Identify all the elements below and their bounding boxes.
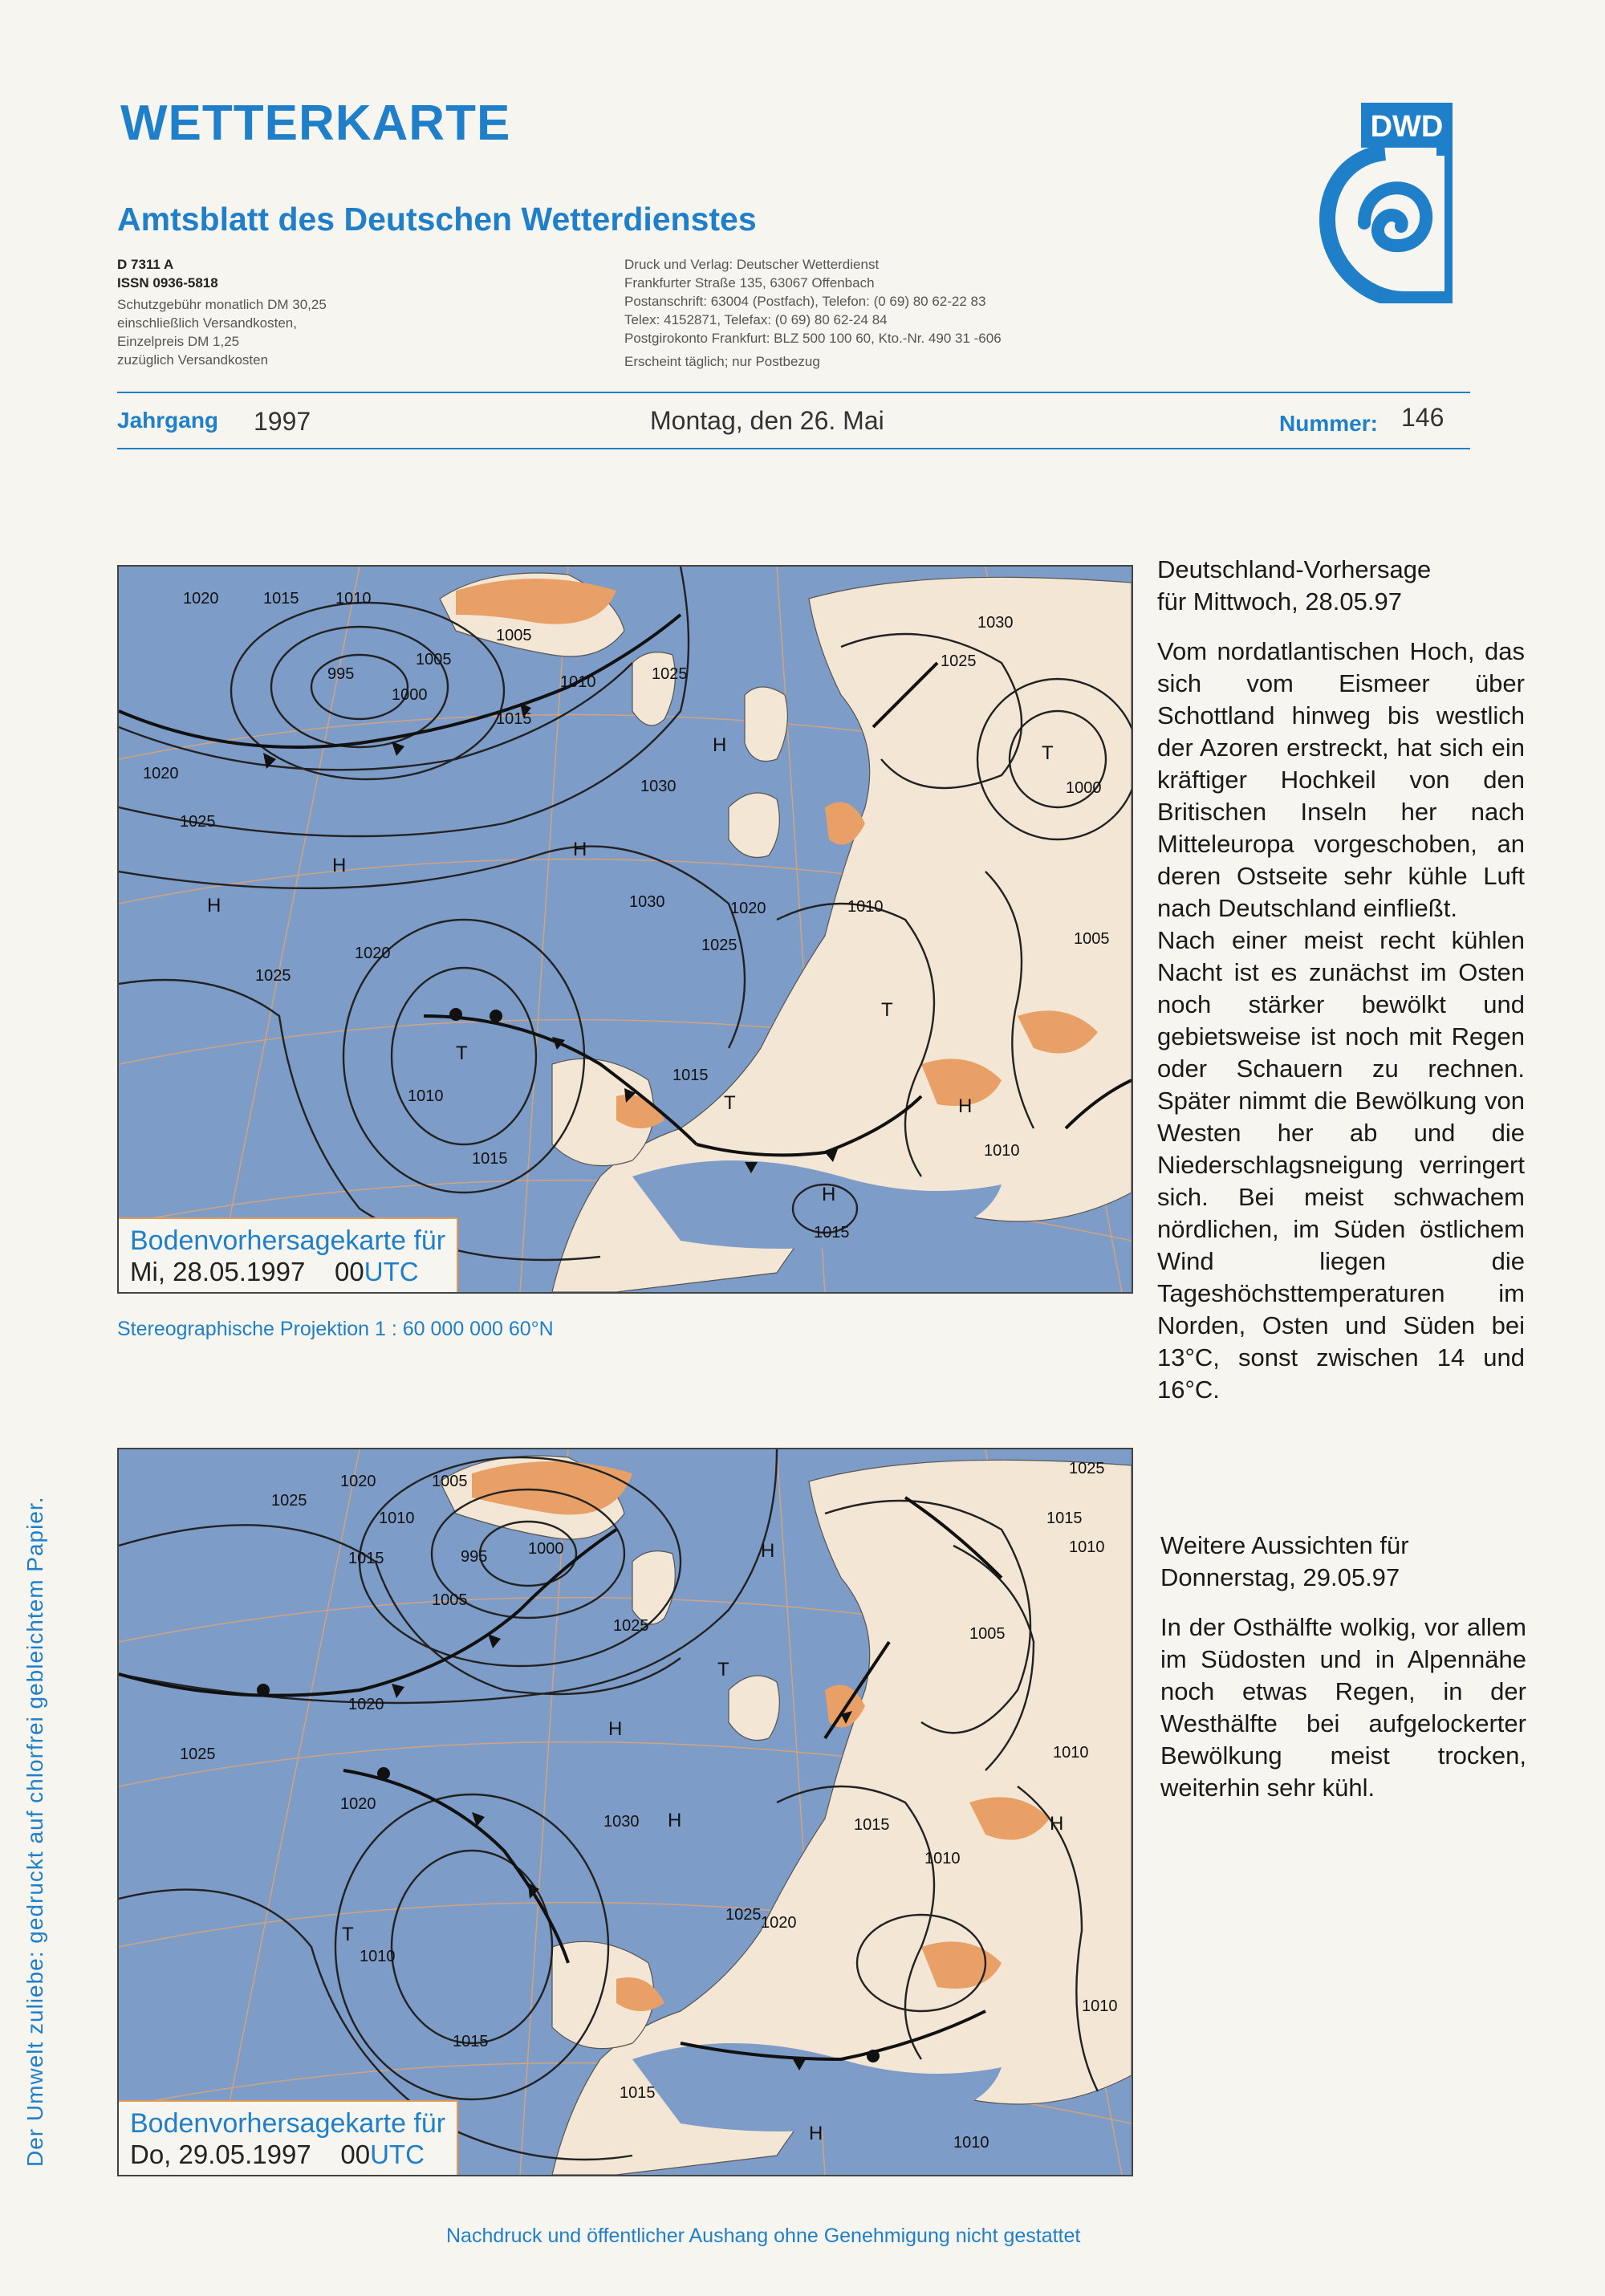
- nummer-label: Nummer:: [1279, 411, 1378, 436]
- pressure-label: 1000: [392, 686, 428, 704]
- caption-utc: UTC: [364, 1257, 419, 1286]
- pressure-label: 1005: [432, 1473, 468, 1490]
- pressure-label: 995: [461, 1548, 488, 1566]
- pressure-label: 1010: [560, 673, 596, 691]
- pressure-label: 1025: [255, 967, 291, 985]
- pressure-label: 1025: [271, 1492, 307, 1510]
- map-1-canvas: [119, 567, 1132, 1292]
- pressure-label: 1015: [496, 710, 532, 728]
- pressure-label: 1000: [528, 1540, 564, 1558]
- pressure-label: H: [332, 855, 347, 876]
- scandinavia-west: [745, 687, 787, 762]
- pressure-label: 1020: [340, 1473, 376, 1490]
- forecast-heading: Deutschland-Vorhersage: [1157, 555, 1432, 583]
- publisher-line: Postanschrift: 63004 (Postfach), Telefon: (0 69) 80 62-22 83: [624, 294, 986, 309]
- publisher-line: Frankfurter Straße 135, 63067 Offenbach: [624, 275, 875, 291]
- pressure-label: 1010: [924, 1850, 961, 1867]
- caption-time: 00: [340, 2140, 371, 2169]
- pressure-label: 1015: [263, 590, 299, 608]
- environment-note: Der Umwelt zuliebe: gedruckt auf chlorfrei gebleichtem Papier.: [22, 1496, 47, 2167]
- pressure-label: 1010: [847, 898, 884, 916]
- pressure-label: 1010: [360, 1948, 396, 1965]
- pressure-label: 1010: [1082, 1997, 1118, 2015]
- pressure-label: 1015: [814, 1224, 850, 1241]
- pressure-label: 1020: [143, 765, 179, 782]
- caption-title: Bodenvorhersagekarte für: [130, 2108, 446, 2139]
- pressure-label: T: [1042, 742, 1054, 764]
- pressure-label: H: [958, 1095, 973, 1117]
- jahrgang-label: Jahrgang: [117, 408, 219, 433]
- forecast-heading-date: für Mittwoch, 28.05.97: [1157, 587, 1402, 616]
- pressure-label: 1020: [355, 945, 391, 962]
- caption-utc: UTC: [370, 2140, 425, 2169]
- pressure-label: 1025: [613, 1617, 649, 1635]
- caption-time: 00: [335, 1257, 364, 1286]
- pressure-label: 1025: [941, 652, 977, 670]
- pressure-label: H: [668, 1810, 682, 1831]
- pressure-label: 1010: [1069, 1538, 1105, 1556]
- page-subtitle: Amtsblatt des Deutschen Wetterdienstes: [117, 201, 757, 238]
- jahrgang-value: 1997: [254, 407, 311, 436]
- logo-swirl-outer: [1327, 148, 1453, 299]
- publication-info: [117, 255, 486, 369]
- nummer-value: 146: [1401, 403, 1444, 432]
- pressure-label: 1010: [984, 1142, 1020, 1160]
- forecast-paragraph-1: Vom nordatlantischen Hoch, das sich vom Eismeer über Schottland hinweg bis westlich der Azoren erstreckt, hat sich ein kräftiger Hochkeil von den Britischen Inseln her nach Mitteleuropa vorgeschoben, an deren Ostseite sehr kühle Luft nach Deutschland einfließt.: [1157, 637, 1525, 922]
- pressure-label: 1030: [640, 778, 677, 795]
- pressure-label: 1030: [977, 614, 1014, 632]
- logo-text: DWD: [1370, 110, 1444, 144]
- header-rule-bottom: [117, 448, 1470, 449]
- pressure-label: 1025: [180, 1745, 216, 1763]
- pressure-label: T: [717, 1659, 729, 1680]
- pressure-label: 1020: [730, 900, 766, 917]
- pressure-label: 1010: [953, 2134, 989, 2152]
- issue-date: Montag, den 26. Mai: [650, 406, 884, 435]
- publisher-line: Telex: 4152871, Telefax: (0 69) 80 62-24 84: [624, 312, 888, 327]
- fee-line: einschließlich Versandkosten,: [117, 315, 297, 331]
- pressure-label: 1015: [472, 1150, 508, 1168]
- pressure-label: 1025: [701, 937, 737, 954]
- publisher-info: [624, 255, 1122, 371]
- publisher-line: Druck und Verlag: Deutscher Wetterdienst: [624, 257, 880, 272]
- pressure-label: T: [881, 999, 893, 1021]
- pressure-label: 1005: [969, 1625, 1006, 1643]
- pressure-label: 1000: [1066, 779, 1102, 797]
- fee-line: zuzüglich Versandkosten: [117, 352, 269, 368]
- pressure-label: 1030: [629, 893, 665, 911]
- pressure-label: 1010: [379, 1510, 415, 1527]
- pressure-label: 1010: [408, 1087, 444, 1105]
- header-rule-top: [117, 392, 1470, 393]
- pressure-label: 1005: [416, 651, 452, 668]
- british-isles: [729, 793, 779, 858]
- pressure-label: 1005: [432, 1591, 468, 1609]
- page-title: WETTERKARTE: [120, 95, 511, 151]
- pressure-label: H: [713, 734, 727, 756]
- caption-date: Do, 29.05.1997: [130, 2140, 311, 2169]
- pressure-label: T: [342, 1924, 354, 1945]
- pressure-label: H: [761, 1540, 775, 1562]
- outlook-paragraph: In der Osthälfte wolkig, vor allem im Südosten und in Alpennähe noch etwas Regen, in der Westhälfte bei aufgelockerter Bewölkung meist trocken, weiterhin sehr kühl.: [1160, 1613, 1526, 1802]
- caption-title: Bodenvorhersagekarte für: [130, 1225, 446, 1256]
- pressure-label: 1025: [1069, 1460, 1105, 1477]
- caption-date-line: [130, 1257, 445, 1287]
- publisher-line: Erscheint täglich; nur Postbezug: [624, 354, 820, 369]
- pressure-label: 1015: [620, 2084, 656, 2102]
- pressure-label: T: [724, 1092, 736, 1114]
- pressure-label: 1020: [348, 1696, 384, 1713]
- pressure-label: 1005: [496, 627, 532, 644]
- pressure-label: 1015: [1046, 1510, 1083, 1527]
- pressure-label: 1025: [725, 1906, 762, 1924]
- caption-date-line: [130, 2140, 445, 2170]
- publication-code: D 7311 A: [117, 257, 174, 272]
- pressure-label: H: [573, 839, 587, 860]
- pressure-label: H: [207, 895, 221, 916]
- pressure-label: 1005: [1074, 930, 1110, 948]
- pressure-label: 1015: [453, 2033, 489, 2050]
- pressure-label: 995: [327, 665, 355, 683]
- projection-note: Stereographische Projektion 1 : 60 000 000 60°N: [117, 1318, 554, 1340]
- pressure-label: H: [809, 2123, 823, 2144]
- outlook-heading: Weitere Aussichten für: [1160, 1531, 1409, 1559]
- caption-date: Mi, 28.05.1997: [130, 1257, 306, 1286]
- map-2-canvas: [119, 1449, 1132, 2175]
- map-1-caption: [119, 1217, 458, 1292]
- pressure-label: T: [456, 1042, 468, 1064]
- outlook-heading-date: Donnerstag, 29.05.97: [1160, 1563, 1400, 1591]
- pressure-label: 1020: [761, 1914, 797, 1932]
- outlook-column: [1160, 1530, 1526, 1804]
- dwd-logo: [1316, 103, 1453, 303]
- pressure-label: 1015: [672, 1067, 709, 1084]
- pressure-label: 1030: [603, 1813, 640, 1831]
- pressure-label: 1020: [340, 1795, 376, 1813]
- pressure-label: 1015: [348, 1550, 384, 1567]
- pressure-label: 1015: [854, 1816, 890, 1834]
- british-isles: [729, 1676, 779, 1741]
- weather-map-2: [117, 1448, 1133, 2176]
- pressure-label: H: [1050, 1813, 1064, 1835]
- fee-line: Schutzgebühr monatlich DM 30,25: [117, 297, 327, 312]
- pressure-label: H: [608, 1718, 623, 1740]
- pressure-label: 1025: [180, 813, 216, 831]
- pressure-label: 1010: [335, 590, 372, 608]
- logo-swirl-inner: [1364, 188, 1426, 246]
- pressure-label: 1025: [652, 665, 688, 683]
- footer-note: Nachdruck und öffentlicher Aushang ohne Genehmigung nicht gestattet: [446, 2225, 1081, 2247]
- map-2-caption: [119, 2100, 458, 2175]
- fee-line: Einzelpreis DM 1,25: [117, 334, 240, 349]
- issue-row: [117, 403, 1470, 443]
- forecast-paragraph-2: Nach einer meist recht kühlen Nacht ist es zunächst im Osten noch stärker bewölkt und gebietsweise ist noch mit Regen oder Schauern zu rechnen. Später nimmt die Bewölkung von Westen her ab und die Niederschlagsneigung verringert sich. Bei meist schwachem nördlichen, im Süden östlichem Wind liegen die Tageshöchsttemperaturen im Norden, Osten und Süden bei 13°C, sonst zwischen 14 und 16°C.: [1157, 926, 1525, 1404]
- pressure-label: 1010: [1053, 1744, 1089, 1762]
- publisher-line: Postgirokonto Frankfurt: BLZ 500 100 60, Kto.-Nr. 490 31 -606: [624, 331, 1002, 346]
- weather-map-1: [117, 565, 1133, 1294]
- pressure-label: 1020: [183, 590, 219, 608]
- pressure-label: H: [822, 1184, 836, 1205]
- forecast-column: [1157, 554, 1525, 1406]
- issn: ISSN 0936-5818: [117, 275, 218, 291]
